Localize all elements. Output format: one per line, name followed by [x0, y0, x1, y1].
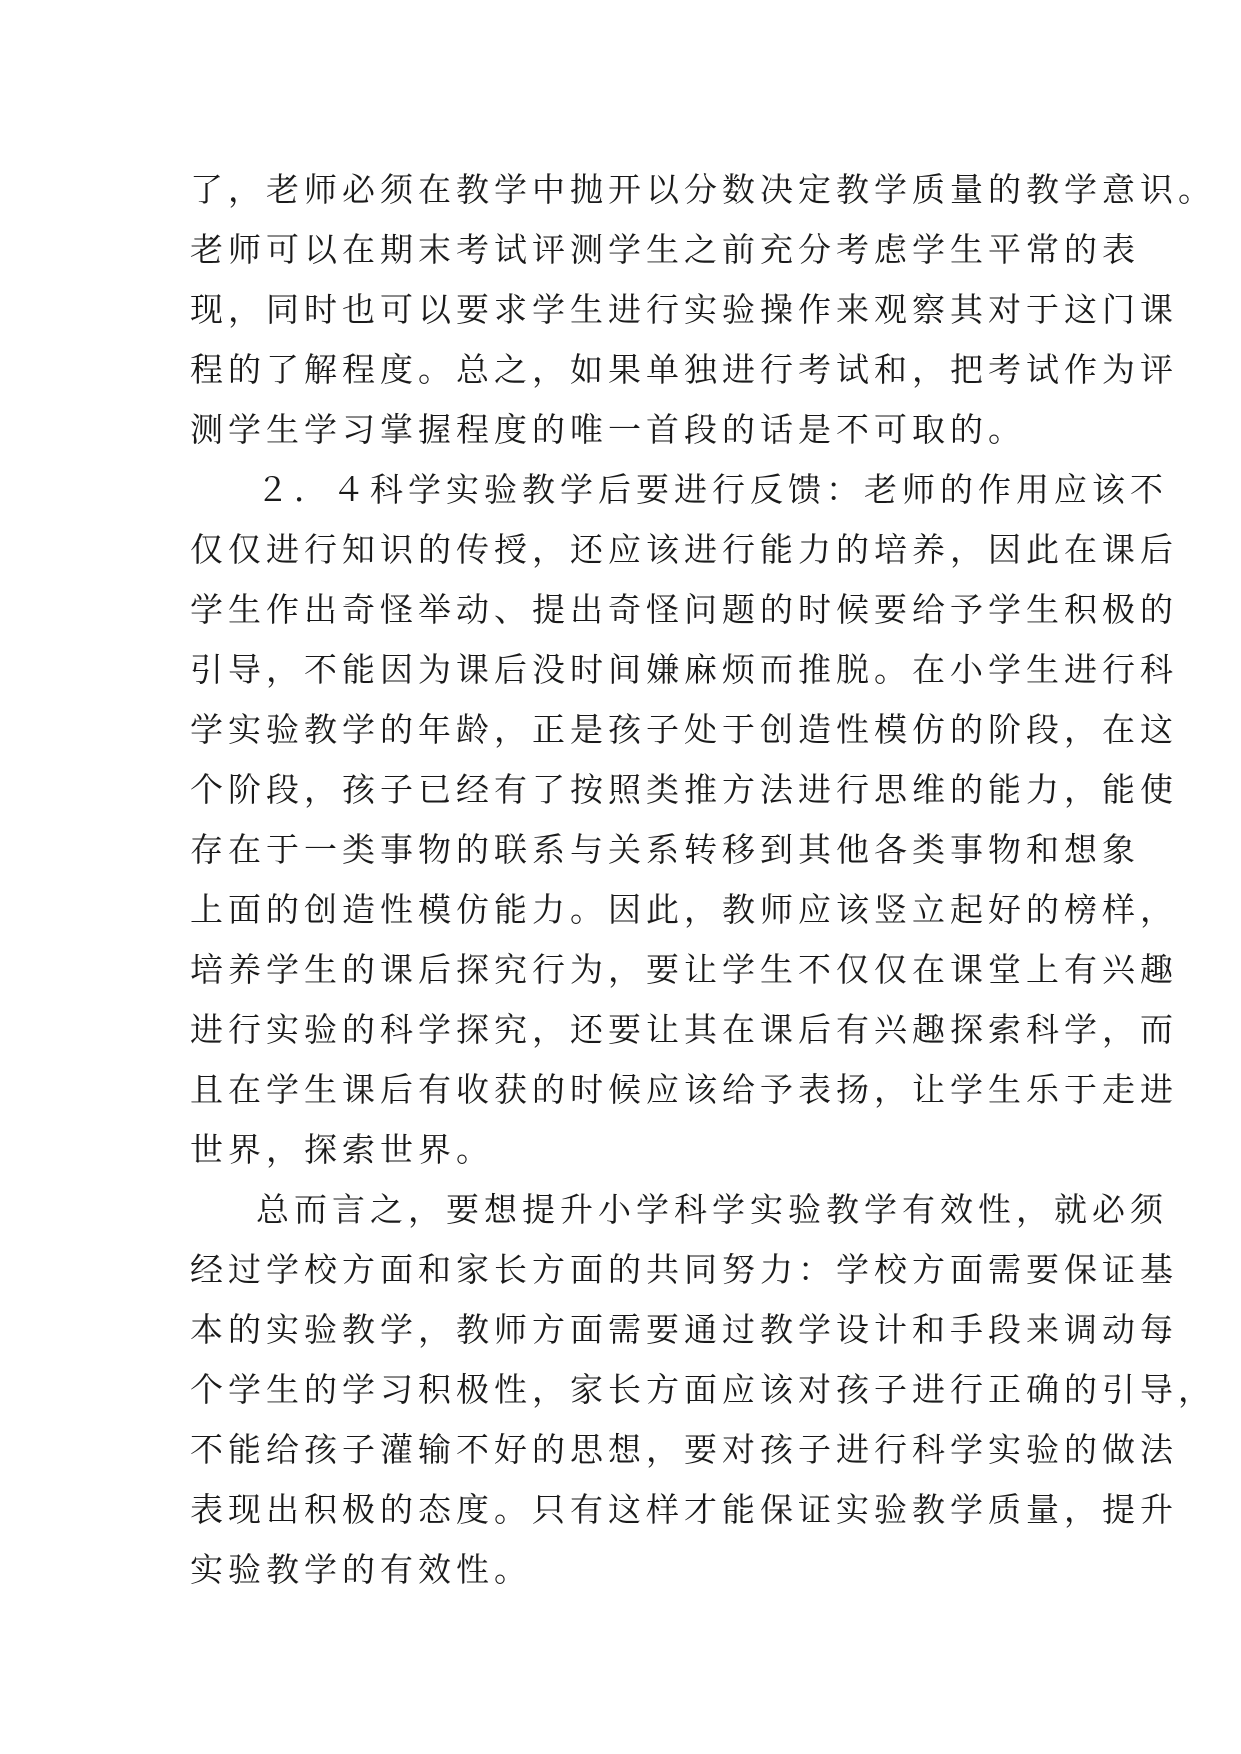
text-line: 学实验教学的年龄，正是孩子处于创造性模仿的阶段，在这: [190, 710, 1178, 749]
text-line: 培养学生的课后探究行为，要让学生不仅仅在课堂上有兴趣: [190, 950, 1178, 989]
text-line: 仅仅进行知识的传授，还应该进行能力的培养，因此在课后: [190, 530, 1178, 569]
text-line: 存在于一类事物的联系与关系转移到其他各类事物和想象: [190, 830, 1140, 869]
text-line: 经过学校方面和家长方面的共同努力：学校方面需要保证基: [190, 1250, 1178, 1289]
text-line: 本的实验教学，教师方面需要通过教学设计和手段来调动每: [190, 1310, 1178, 1349]
text-line: 个学生的学习积极性，家长方面应该对孩子进行正确的引导，: [190, 1370, 1216, 1409]
text-line: 现，同时也可以要求学生进行实验操作来观察其对于这门课: [190, 290, 1178, 329]
body-text: [190, 160, 1216, 1600]
text-line: 个阶段，孩子已经有了按照类推方法进行思维的能力，能使: [190, 770, 1178, 809]
text-line: 测学生学习掌握程度的唯一首段的话是不可取的。: [190, 410, 1026, 449]
text-line: 学生作出奇怪举动、提出奇怪问题的时候要给予学生积极的: [190, 590, 1178, 629]
text-line: 世界，探索世界。: [190, 1130, 494, 1169]
text-line: 表现出积极的态度。只有这样才能保证实验教学质量，提升: [190, 1490, 1178, 1529]
text-line: 老师可以在期末考试评测学生之前充分考虑学生平常的表: [190, 230, 1140, 269]
text-line: 进行实验的科学探究，还要让其在课后有兴趣探索科学，而: [190, 1010, 1178, 1049]
text-line: 引导，不能因为课后没时间嫌麻烦而推脱。在小学生进行科: [190, 650, 1178, 689]
text-line: 实验教学的有效性。: [190, 1550, 532, 1589]
text-line: 了，老师必须在教学中抛开以分数决定教学质量的教学意识。: [190, 170, 1216, 209]
text-line: 上面的创造性模仿能力。因此，教师应该竖立起好的榜样，: [190, 890, 1178, 929]
text-line: 且在学生课后有收获的时候应该给予表扬，让学生乐于走进: [190, 1070, 1178, 1109]
conclusion-first-line: 总而言之，要想提升小学科学实验教学有效性，就必须: [256, 1190, 1168, 1229]
text-line: 不能给孩子灌输不好的思想，要对孩子进行科学实验的做法: [190, 1430, 1178, 1469]
text-line: 程的了解程度。总之，如果单独进行考试和，把考试作为评: [190, 350, 1178, 389]
section-heading-line: ２．４科学实验教学后要进行反馈：老师的作用应该不: [256, 470, 1168, 509]
